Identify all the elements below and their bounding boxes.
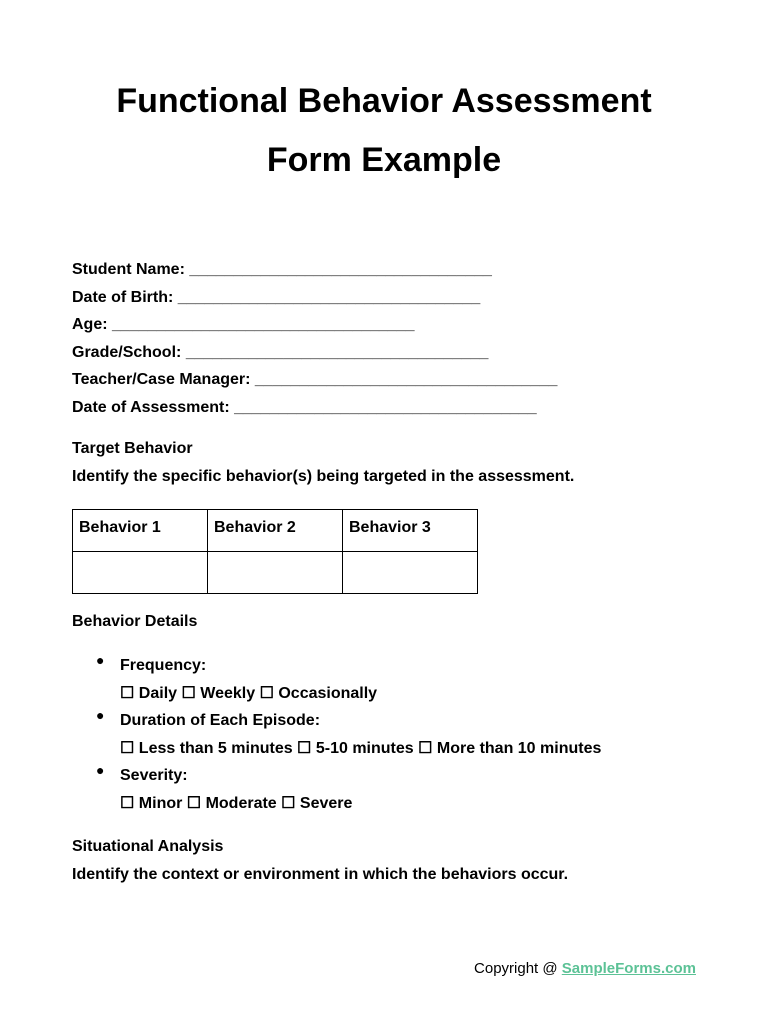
field-age[interactable] — [72, 311, 557, 339]
frequency-options[interactable]: ☐ Daily ☐ Weekly ☐ Occasionally — [120, 684, 378, 702]
bullet-icon: ● — [96, 652, 105, 668]
field-blank: __________________________________ — [189, 261, 492, 278]
field-label: Grade/School: — [72, 343, 182, 361]
student-info-fields — [72, 256, 557, 422]
situational-analysis-instruction: Identify the context or environment in which the behaviors occur. — [72, 866, 569, 883]
list-item-duration — [72, 707, 601, 762]
table-row — [73, 552, 478, 594]
situational-analysis-heading: Situational Analysis — [72, 838, 224, 855]
field-grade-school[interactable] — [72, 339, 557, 367]
field-student-name[interactable] — [72, 256, 557, 284]
behavior-1-header: Behavior 1 — [73, 510, 208, 552]
item-label: Duration of Each Episode: — [120, 712, 321, 729]
behavior-3-cell[interactable] — [343, 552, 478, 594]
field-label: Date of Assessment: — [72, 398, 230, 416]
field-date-of-birth[interactable] — [72, 284, 557, 312]
table-row — [73, 510, 478, 552]
bullet-icon: ● — [96, 762, 105, 778]
behavior-details-list — [72, 652, 601, 817]
target-behavior-heading: Target Behavior — [72, 440, 193, 457]
behavior-3-header: Behavior 3 — [343, 510, 478, 552]
behavior-details-heading: Behavior Details — [72, 613, 198, 630]
copyright-footer — [474, 960, 696, 977]
bullet-icon: ● — [96, 707, 105, 723]
duration-options[interactable]: ☐ Less than 5 minutes ☐ 5-10 minutes ☐ More than 10 minutes — [120, 739, 602, 757]
field-blank: __________________________________ — [185, 343, 489, 361]
sampleforms-link[interactable]: SampleForms.com — [561, 960, 696, 977]
behavior-2-header: Behavior 2 — [208, 510, 343, 552]
field-label: Age: — [72, 316, 108, 334]
item-label: Severity: — [120, 767, 188, 784]
copyright-text: Copyright @ — [474, 960, 562, 977]
list-item-severity — [72, 762, 601, 817]
field-blank: __________________________________ — [112, 316, 415, 334]
field-blank: __________________________________ — [234, 398, 537, 416]
behavior-2-cell[interactable] — [208, 552, 343, 594]
field-label: Student Name: — [72, 261, 185, 278]
page-title-line-1: Functional Behavior Assessment — [116, 82, 652, 120]
field-label: Date of Birth: — [72, 288, 174, 306]
target-behavior-instruction: Identify the specific behavior(s) being targeted in the assessment. — [72, 468, 575, 485]
severity-options[interactable]: ☐ Minor ☐ Moderate ☐ Severe — [120, 794, 353, 812]
page-title-line-2: Form Example — [266, 141, 502, 179]
field-blank: __________________________________ — [254, 371, 558, 389]
field-label: Teacher/Case Manager: — [72, 371, 251, 389]
item-label: Frequency: — [120, 657, 207, 674]
behavior-1-cell[interactable] — [73, 552, 208, 594]
field-teacher-case-manager[interactable] — [72, 366, 557, 394]
list-item-frequency — [72, 652, 601, 707]
behavior-table — [72, 509, 478, 594]
field-blank: __________________________________ — [177, 288, 481, 306]
field-date-of-assessment[interactable] — [72, 394, 557, 422]
page-title — [0, 72, 768, 190]
